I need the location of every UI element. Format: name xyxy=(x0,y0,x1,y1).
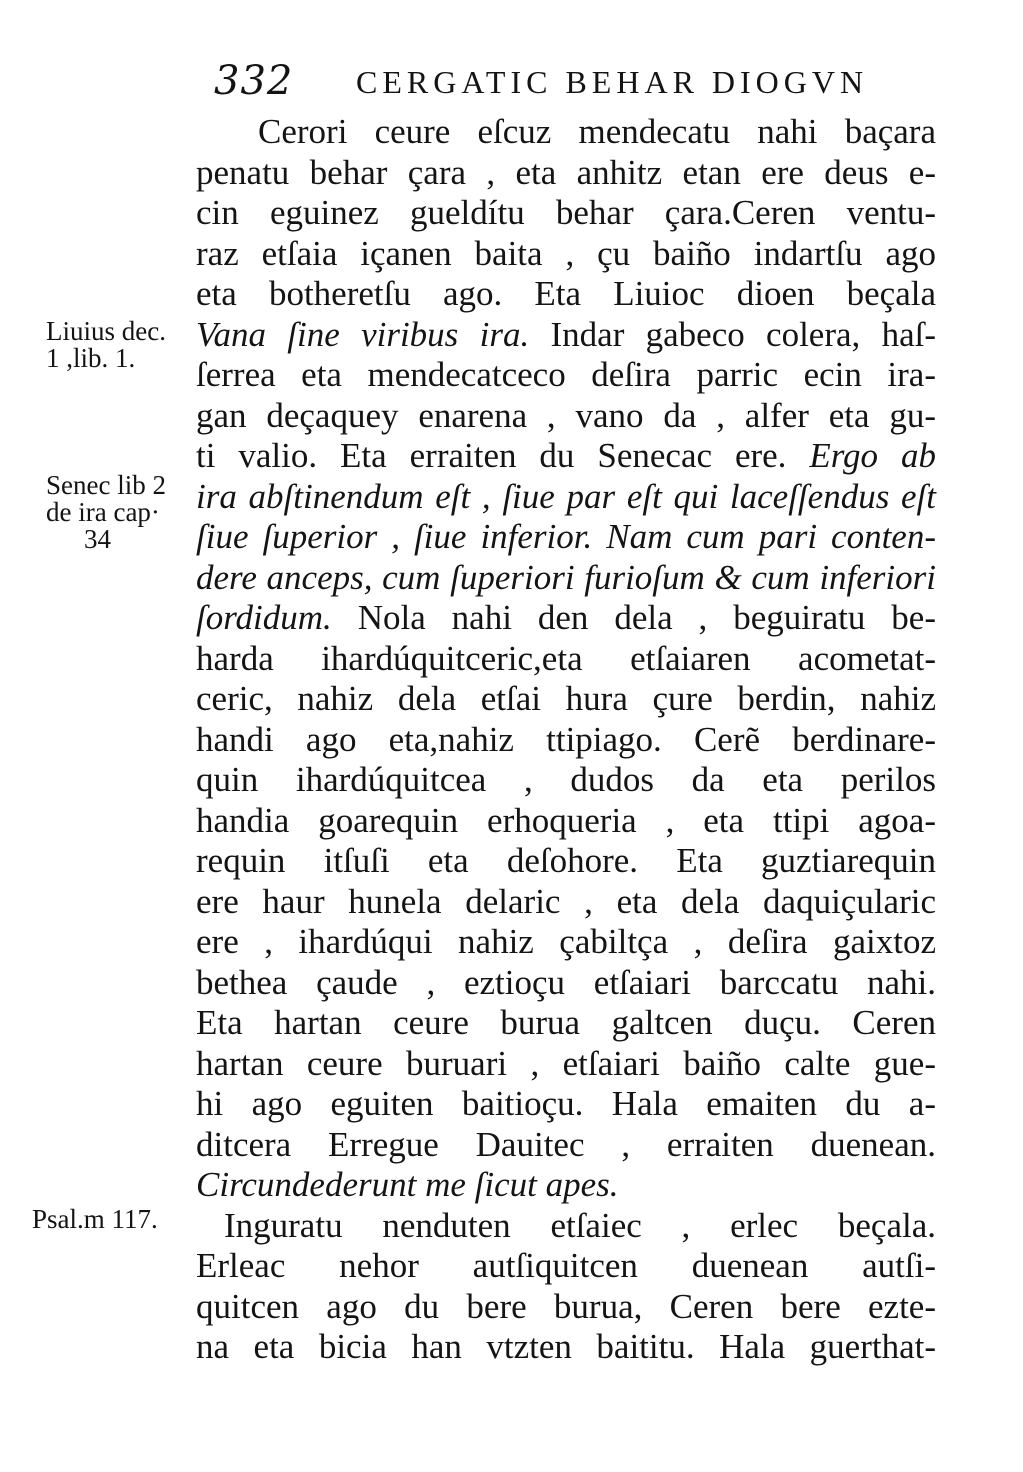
text-line: eta botheretſu ago. Eta Liuioc dioen beçala xyxy=(196,274,936,313)
text-line: ceric, nahiz dela etſai hura çure berdin, nahiz xyxy=(196,679,936,718)
text-line: ere haur hunela delaric , eta dela daquiçularic xyxy=(196,881,936,921)
text-line: handi ago eta,nahiz ttipiago. Cerẽ berdinare- xyxy=(196,719,936,759)
text-line: Inguratu nenduten etſaiec , erlec beçala. xyxy=(224,1205,936,1245)
text-line: harda ihardúquitceric,eta etſaiaren acometat- xyxy=(196,638,936,678)
page-header xyxy=(210,52,930,112)
text-segment: Nola nahi den dela , beguiratu be- xyxy=(331,598,936,637)
text-line: bethea çaude , eztioçu etſaiari barccatu nahi. xyxy=(196,962,936,1002)
text-line: quin ihardúquitcea , dudos da eta perilos xyxy=(196,760,936,799)
margin-note-line: 1 ,lib. 1. xyxy=(46,343,136,373)
text-line: ere , ihardúqui nahiz çabiltça , deſira gaixtoz xyxy=(196,922,936,961)
text-line: gan deçaquey enarena , vano da , alfer eta gu- xyxy=(196,395,936,435)
text-line xyxy=(196,477,936,518)
latin-quote: Circundederunt me ſicut apes. xyxy=(196,1165,619,1204)
text-line: hi ago eguiten baitioçu. Hala emaiten du a- xyxy=(196,1084,936,1123)
text-line: quitcen ago du bere burua, Ceren bere ezte- xyxy=(196,1286,936,1326)
body-text xyxy=(196,112,936,1368)
text-line: Eta hartan ceure burua galtcen duçu. Ceren xyxy=(196,1003,936,1042)
text-line: handia goarequin erhoqueria , eta ttipi agoa- xyxy=(196,800,936,840)
margin-note-seneca xyxy=(46,472,166,553)
text-line xyxy=(196,436,936,477)
margin-note-line: Senec lib 2 xyxy=(46,470,166,500)
margin-note-psalm xyxy=(32,1206,158,1233)
text-line: Cerori ceure eſcuz mendecatu nahi baçara xyxy=(258,112,936,151)
text-line: Erleac nehor autſiquitcen duenean autſi- xyxy=(196,1246,936,1285)
page-number: 332 xyxy=(214,58,294,104)
margin-note-livius xyxy=(46,318,166,372)
margin-note-line: Liuius dec. xyxy=(46,316,166,346)
latin-quote: dere anceps, cum ſuperiori furioſum & cum inferiori xyxy=(196,557,936,597)
text-line xyxy=(196,1165,936,1206)
running-title: CERGATIC BEHAR DIOGVN xyxy=(356,64,869,100)
latin-quote: Vana ſine viribus ira. xyxy=(196,314,530,354)
latin-quote: ira abſtinendum eſt , ſiue par eſt qui laceſſendus eſt xyxy=(196,476,936,516)
text-line: hartan ceure buruari , etſaiari baiño calte gue- xyxy=(196,1043,936,1083)
latin-quote: ſiue ſuperior , ſiue inferior. Nam cum pari conten- xyxy=(196,517,936,556)
text-segment: ti valio. Eta erraiten du Senecac ere. xyxy=(196,436,810,475)
latin-quote: ſordidum. xyxy=(196,598,332,637)
text-line: na eta bicia han vtzten baititu. Hala guerthat- xyxy=(196,1327,936,1366)
text-line xyxy=(196,315,936,356)
margin-note-line: 34 xyxy=(84,524,111,554)
margin-note-line: Psal.m 117. xyxy=(32,1204,158,1234)
text-line: penatu behar çara , eta anhitz etan ere deus e- xyxy=(196,152,936,192)
text-line: ditcera Erregue Dauitec , erraiten duenean. xyxy=(196,1124,936,1164)
text-line xyxy=(196,558,936,599)
text-line: ſerrea eta mendecatceco deſira parric ecin ira- xyxy=(196,355,936,394)
text-line xyxy=(196,517,936,558)
latin-quote: Ergo ab xyxy=(809,436,936,475)
margin-note-line: de ira cap· xyxy=(46,497,160,527)
text-segment: Indar gabeco colera, haſ- xyxy=(529,314,936,354)
text-line: raz etſaia içanen baita , çu baiño indartſu ago xyxy=(196,233,936,273)
text-line xyxy=(196,598,936,639)
text-line: requin itſuſi eta deſohore. Eta guztiarequin xyxy=(196,841,936,880)
text-line: cin eguinez gueldítu behar çara.Ceren ventu- xyxy=(196,193,936,232)
